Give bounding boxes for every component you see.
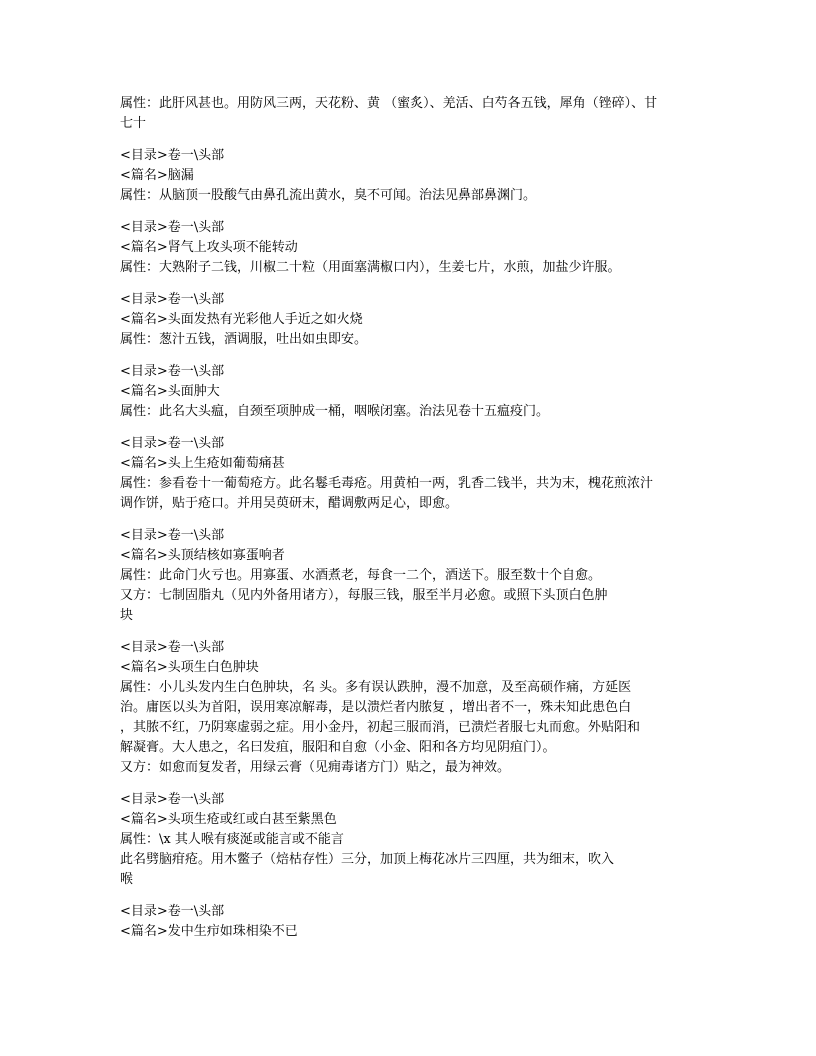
paragraph-gap (120, 778, 700, 790)
paragraph-gap (120, 134, 700, 146)
text-line: 属性：此命门火亏也。用寡蛋、水酒煮老，每食一二个，酒送下。服至数十个自愈。 (120, 568, 602, 583)
catalog-line: <目录>卷一\头部 (120, 292, 225, 307)
title-line: <篇名>头上生疮如葡萄痛甚 (120, 456, 285, 471)
text-line: 解凝膏。大人患之，名曰发疽，服阳和自愈（小金、阳和各方均见阴疽门）。 (120, 740, 556, 755)
title-line: <篇名>头项生疮或红或白甚至紫黑色 (120, 812, 337, 827)
catalog-line: <目录>卷一\头部 (120, 528, 225, 543)
paragraph-gap (120, 350, 700, 362)
text-line: 属性：参看卷十一葡萄疮方。此名鬈毛毒疮。用黄柏一两，乳香二钱半，共为末，槐花煎浓汁 (120, 476, 654, 491)
text-line: 又方：如愈而复发者，用绿云膏（见痈毒诸方门）贴之，最为神效。 (120, 760, 511, 775)
title-line: <篇名>头面肿大 (120, 384, 220, 399)
paragraph-gap (120, 514, 700, 526)
paragraph-gap (120, 626, 700, 638)
text-line: 块 (120, 608, 134, 623)
text-line: 属性：此肝风甚也。用防风三两，天花粉、黄 （蜜炙）、羌活、白芍各五钱，犀角（锉碎）、甘 (120, 96, 658, 111)
catalog-line: <目录>卷一\头部 (120, 904, 225, 919)
title-line: <篇名>发中生疖如珠相染不已 (120, 924, 298, 939)
document-page (120, 94, 700, 942)
paragraph-gap (120, 422, 700, 434)
text-line: 属性：此名大头瘟，自颈至项肿成一桶，咽喉闭塞。治法见卷十五瘟疫门。 (120, 404, 550, 419)
paragraph-gap (120, 890, 700, 902)
text-line: 调作饼，贴于疮口。并用吴萸研末，醋调敷两足心，即愈。 (120, 496, 459, 511)
text-line: 此名劈脑疳疮。用木鳖子（焙枯存性）三分，加顶上梅花冰片三四厘，共为细末，吹入 (120, 852, 615, 867)
text-line: 喉 (120, 872, 134, 887)
text-line: ，其脓不红，乃阴寒虚弱之症。用小金丹，初起三服而消，已溃烂者服七丸而愈。外贴阳和 (120, 720, 641, 735)
text-line: 治。庸医以头为首阳，误用寒凉解毒，是以溃烂者内脓复 ，增出者不一，殊未知此患色白 (120, 700, 632, 715)
catalog-line: <目录>卷一\头部 (120, 640, 225, 655)
paragraph-gap (120, 278, 700, 290)
text-line: 七十 (120, 116, 147, 131)
text-line: 属性：葱汁五钱，酒调服，吐出如虫即安。 (120, 332, 368, 347)
text-line: 属性：\x 其人喉有痰涎或能言或不能言 (120, 832, 344, 847)
catalog-line: <目录>卷一\头部 (120, 364, 225, 379)
text-line: 又方：七制固脂丸（见内外备用诸方），每服三钱，服至半月必愈。或照下头顶白色肿 (120, 588, 608, 603)
text-line: 属性：小儿头发内生白色肿块，名 头。多有误认跌肿，漫不加意，及至高硕作痛，方延医 (120, 680, 632, 695)
title-line: <篇名>头顶结核如寡蛋响者 (120, 548, 285, 563)
catalog-line: <目录>卷一\头部 (120, 148, 225, 163)
paragraph-gap (120, 206, 700, 218)
text-line: 属性：从脑顶一股酸气由鼻孔流出黄水，臭不可闻。治法见鼻部鼻渊门。 (120, 188, 537, 203)
catalog-line: <目录>卷一\头部 (120, 436, 225, 451)
title-line: <篇名>头面发热有光彩他人手近之如火烧 (120, 312, 363, 327)
text-line: 属性：大熟附子二钱，川椒二十粒（用面塞满椒口内），生姜七片，水煎，加盐少许服。 (120, 260, 621, 275)
title-line: <篇名>头项生白色肿块 (120, 660, 259, 675)
title-line: <篇名>肾气上攻头项不能转动 (120, 240, 298, 255)
title-line: <篇名>脑漏 (120, 168, 194, 183)
catalog-line: <目录>卷一\头部 (120, 792, 225, 807)
catalog-line: <目录>卷一\头部 (120, 220, 225, 235)
